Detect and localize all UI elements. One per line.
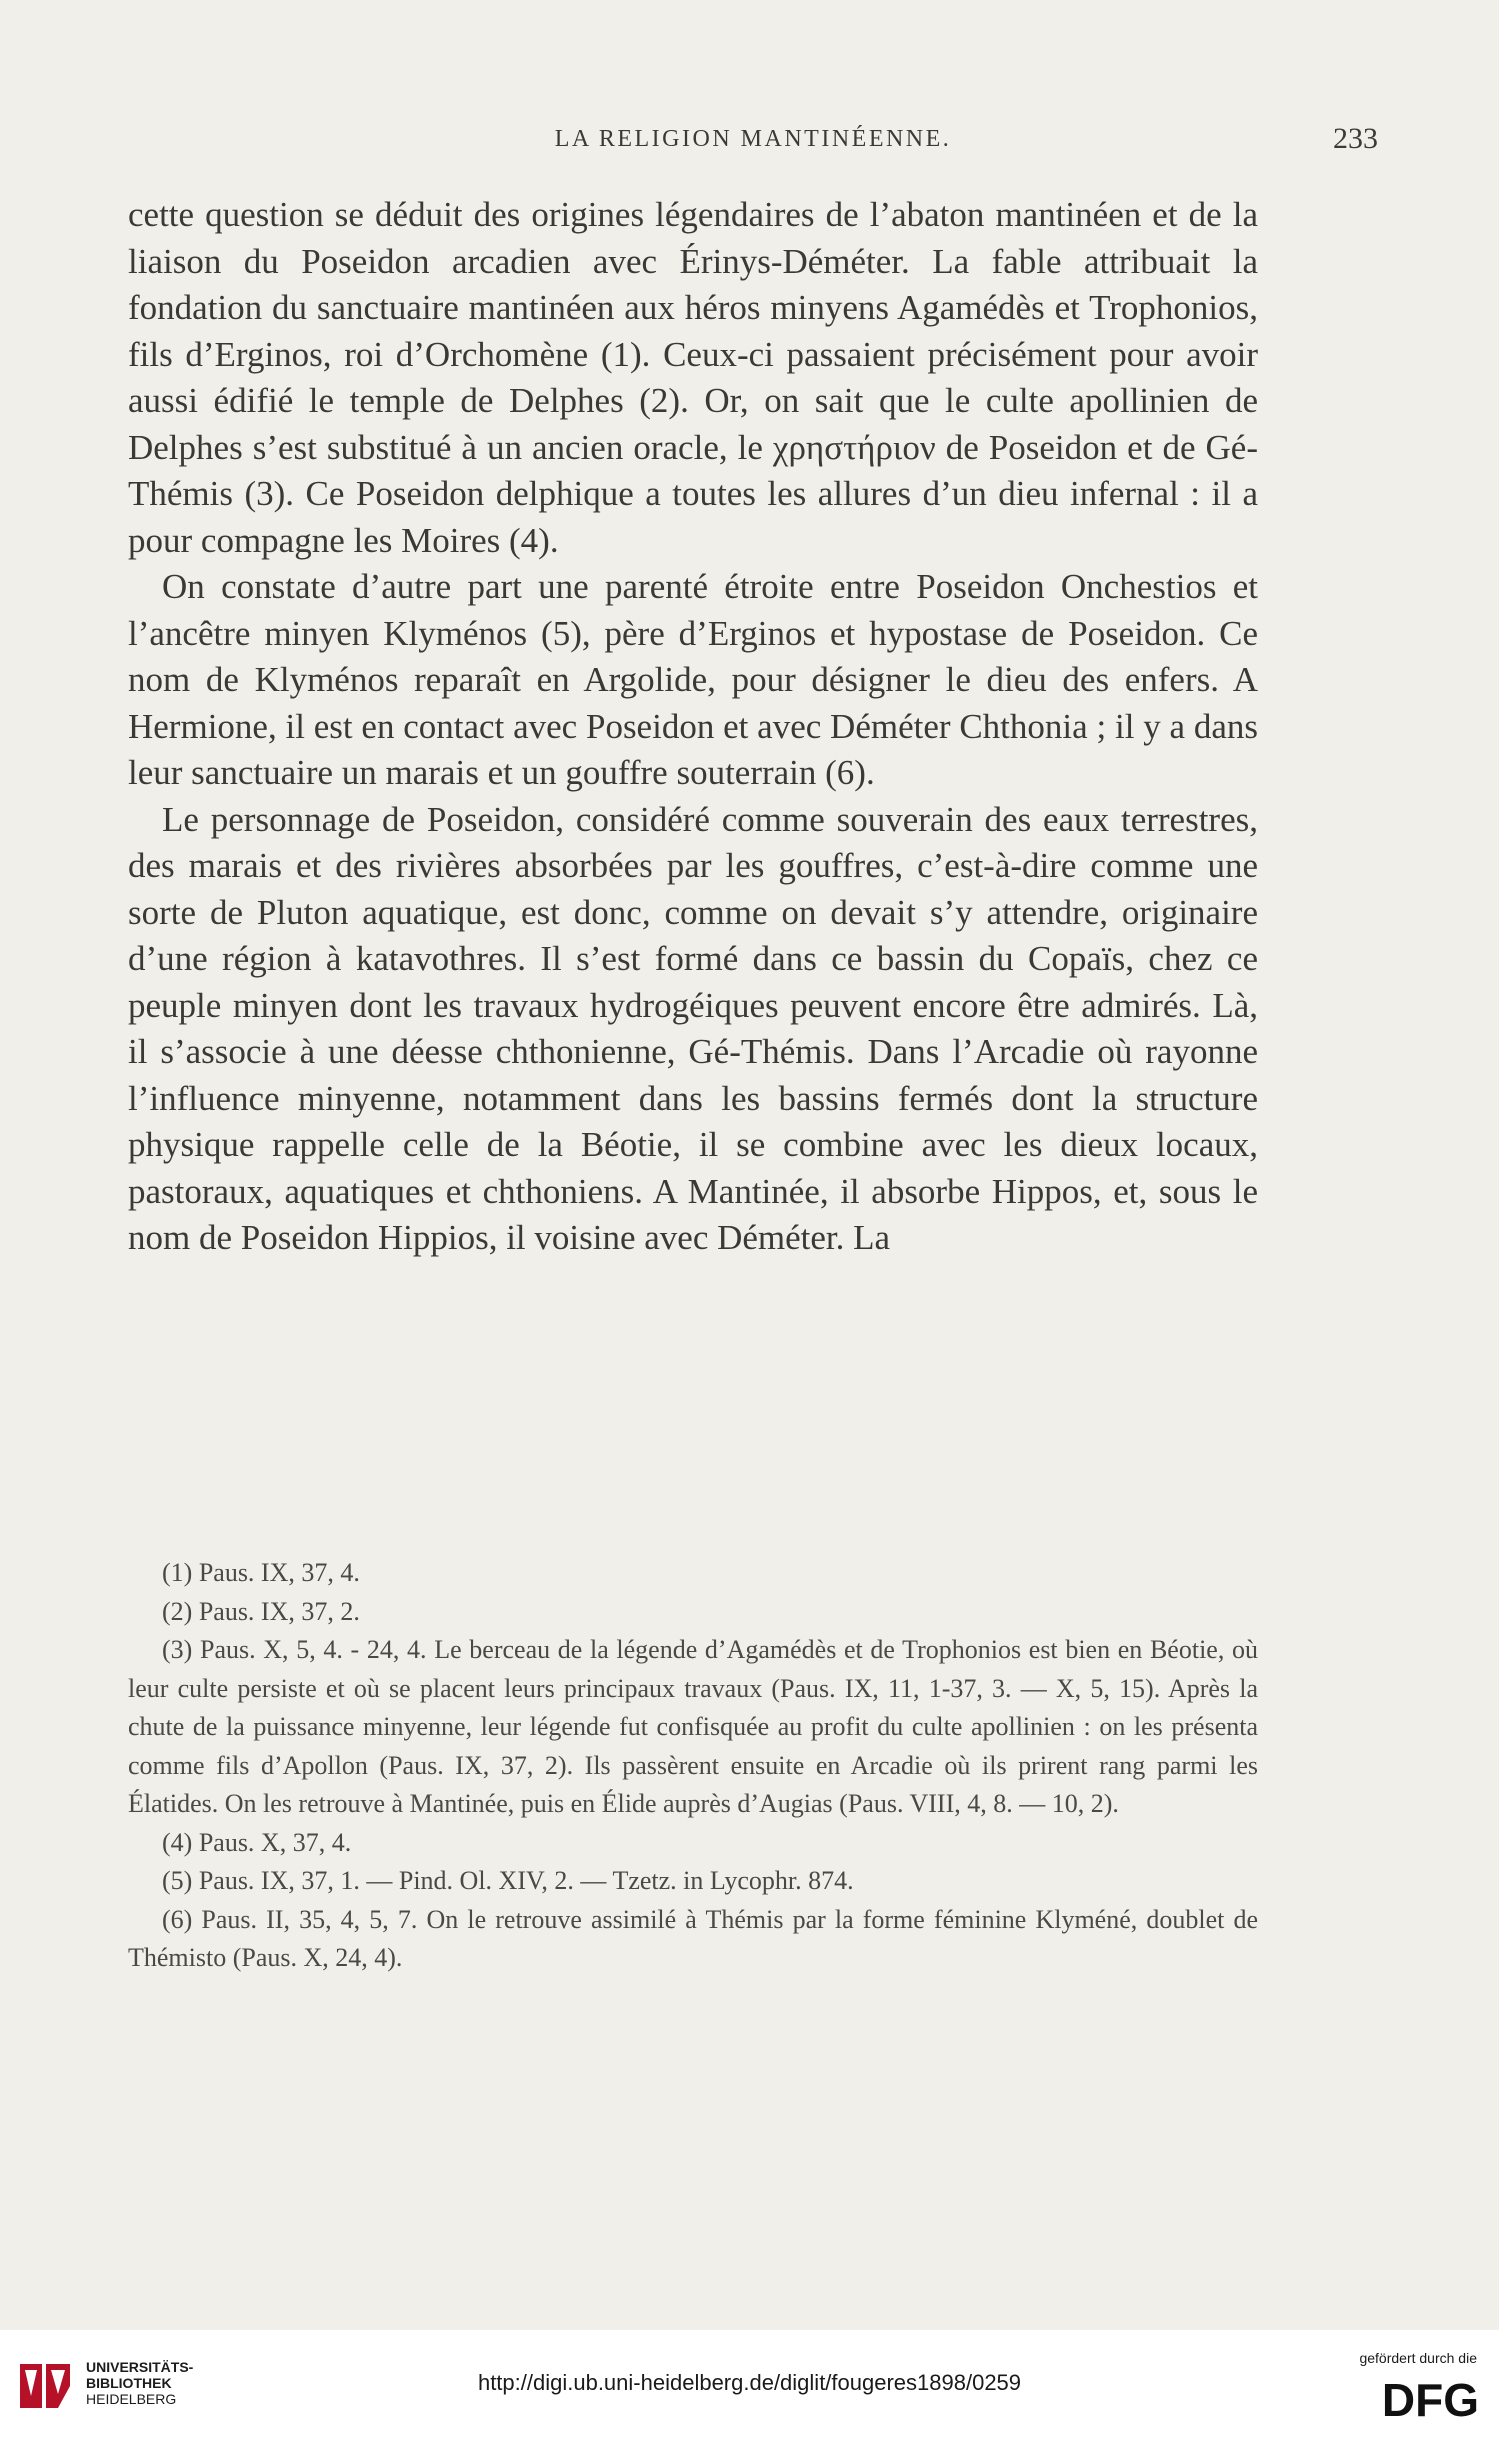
funded-by-label: gefördert durch die — [1359, 2350, 1477, 2366]
footer-bar — [0, 2330, 1499, 2438]
footnote-2: (2) Paus. IX, 37, 2. — [162, 1596, 360, 1626]
library-name-line-3: HEIDELBERG — [86, 2391, 177, 2407]
footnote-5: (5) Paus. IX, 37, 1. — Pind. Ol. XIV, 2. — Tzetz. in Lycophr. 874. — [162, 1866, 854, 1895]
footnote-1: (1) Paus. IX, 37, 4. — [162, 1558, 360, 1587]
dfg-logo-text: DFG — [1381, 2376, 1479, 2422]
paragraph-2: On constate d’autre part une parenté étroite entre Poseidon Onchestios et l’ancêtre minyen Klyménos (5), père d’Erginos et hypostase de Poseidon. Ce nom de Klyménos reparaît en Argolide, pour désigner le dieu des enfers. A Hermione, il est en contact avec Poseidon et avec Déméter Chthonia ; il y a dans leur sanctuaire un marais et un gouffre souterrain (6). — [128, 567, 1258, 792]
running-title: LA RELIGION MANTINÉENNE. — [554, 126, 952, 152]
running-head — [128, 122, 1378, 166]
footnotes — [128, 1554, 1258, 1978]
permalink-url[interactable]: http://digi.ub.uni-heidelberg.de/diglit/fougeres1898/0259 — [477, 2370, 1022, 2395]
dfg-logo-icon[interactable] — [1329, 2376, 1479, 2422]
footnote-6: (6) Paus. II, 35, 4, 5, 7. On le retrouve assimilé à Thémis par la forme féminine Klyméné, doublet de Thémisto (Paus. X, 24, 4). — [128, 1904, 1258, 1972]
footnote-4: (4) Paus. X, 37, 4. — [162, 1827, 352, 1857]
paragraph-3: Le personnage de Poseidon, considéré comme souverain des eaux terrestres, des marais et des rivières absorbées par les gouffres, c’est-à-dire comme une sorte de Pluton aquatique, est donc, comme on devait s’y attendre, originaire d’une région à katavothres. Il s’est formé dans ce bassin du Copaïs, chez ce peuple minyen dont les travaux hydrogéiques peuvent encore être admirés. Là, il s’associe à une déesse chthonienne, Gé-Thémis. Dans l’Arcadie où rayonne l’influence minyenne, notamment dans les bassins fermés dont la structure physique rappelle celle de la Béotie, il se combine avec les dieux locaux, pastoraux, aquatiques et chthoniens. A Mantinée, il absorbe Hippos, et, sous le nom de Poseidon Hippios, il voisine avec Déméter. La — [128, 799, 1258, 1257]
paragraph-1: cette question se déduit des origines légendaires de l’abaton mantinéen et de la liaison du Poseidon arcadien avec Érinys-Déméter. La fable attribuait la fondation du sanctuaire mantinéen aux héros minyens Agamédès et Trophonios, fils d’Erginos, roi d’Orchomène (1). Ceux-ci passaient précisément pour avoir aussi édifié le temple de Delphes (2). Or, on sait que le culte apollinien de Delphes s’est substitué à un ancien oracle, le χρηστήριον de Poseidon et de Gé-Thémis (3). Ce Poseidon delphique a toutes les allures d’un dieu infernal : il a pour compagne les Moires (4). — [128, 195, 1258, 560]
body-text — [128, 192, 1258, 1262]
library-name-line-2: BIBLIOTHEK — [86, 2375, 172, 2391]
footnote-3: (3) Paus. X, 5, 4. - 24, 4. Le berceau de la légende d’Agamédès et de Trophonios est bien en Béotie, où leur culte persiste et où se placent leurs principaux travaux (Paus. IX, 11, 1-37, 3. — X, 5, 15). Après la chute de la puissance minyenne, leur légende fut confisquée au profit du culte apollinien : on les présenta comme fils d’Apollon (Paus. IX, 37, 2). Ils passèrent ensuite en Arcadie où ils prirent rang parmi les Élatides. On les retrouve à Mantinée, puis en Élide auprès d’Augias (Paus. VIII, 4, 8. — 10, 2). — [128, 1635, 1258, 1818]
page-number: 233 — [1333, 122, 1378, 155]
library-name-line-1: UNIVERSITÄTS- — [86, 2359, 194, 2375]
